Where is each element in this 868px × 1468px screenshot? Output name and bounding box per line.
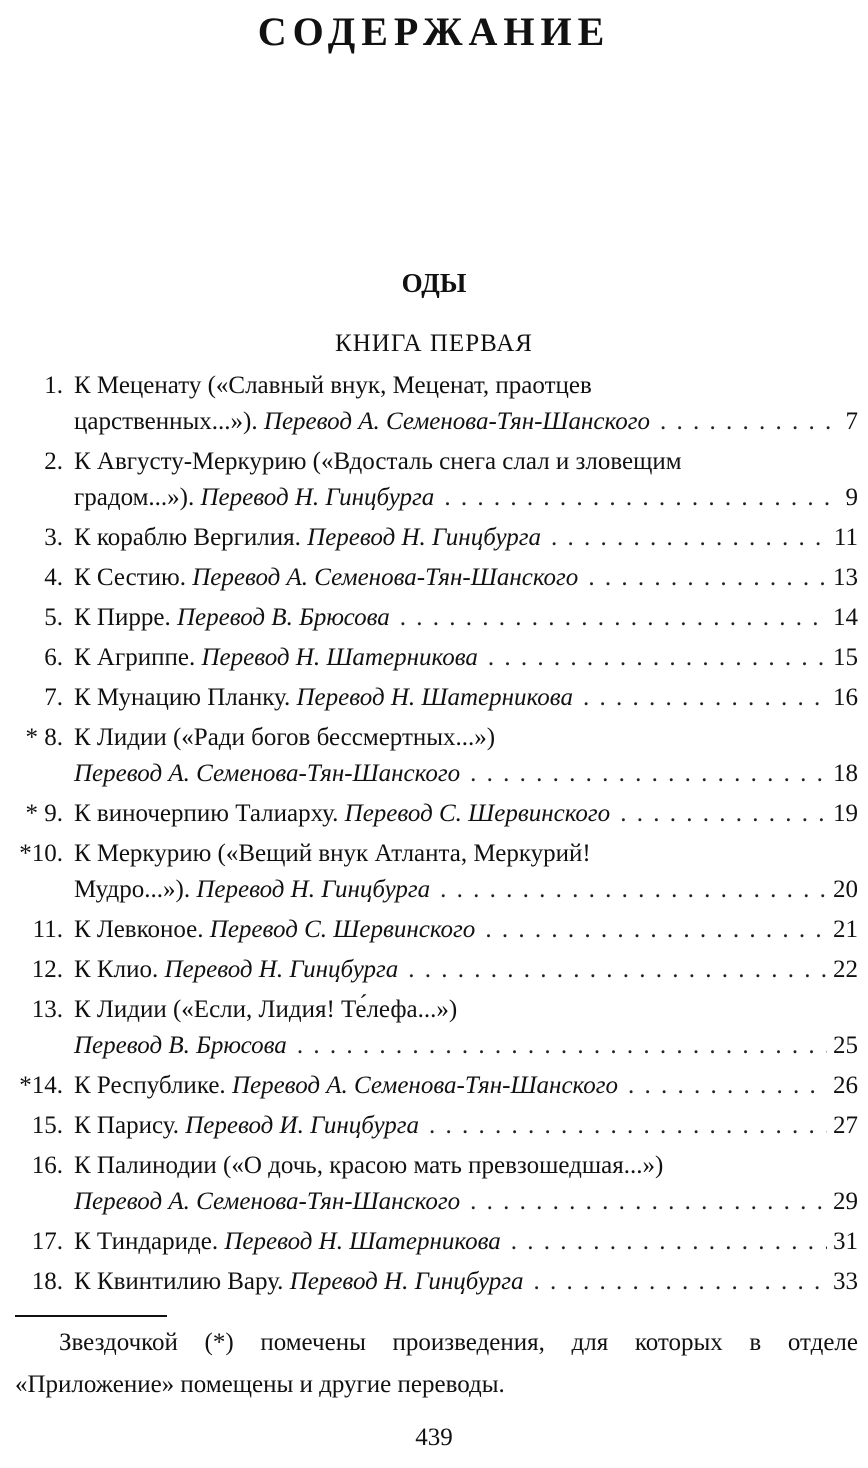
dot-leader	[488, 640, 827, 676]
page-title: СОДЕРЖАНИЕ	[257, 9, 611, 54]
toc-entry	[0, 1108, 868, 1144]
entry-number: *10.	[19, 840, 63, 867]
entry-line	[74, 1108, 419, 1144]
entry-title: К Меценату («Славный внук, Меценат, праотцев	[74, 372, 592, 399]
entry-line	[74, 1224, 501, 1260]
entry-page-number: 14	[833, 604, 858, 631]
entry-title-part: К Квинтилию Вару.	[74, 1268, 290, 1295]
translator-credit: Перевод В. Брюсова	[74, 1032, 287, 1059]
dot-leader	[588, 560, 827, 596]
entry-number: 3.	[44, 524, 63, 551]
entry-title-part: Мудро...»).	[74, 876, 197, 903]
entry-title-part: К Клио.	[74, 956, 165, 983]
toc-entry	[0, 444, 868, 516]
entry-title-part: К Пирре.	[74, 604, 177, 631]
entry-line	[74, 952, 398, 988]
translator-credit: Перевод Н. Шатерникова	[296, 684, 573, 711]
toc-entry	[0, 368, 868, 440]
entry-title: К Меркурию («Вещий внук Атланта, Меркурий!	[74, 840, 591, 867]
entry-line	[74, 600, 390, 636]
entry-page-number: 33	[833, 1268, 858, 1295]
toc-entry	[0, 1148, 868, 1220]
entry-line	[74, 480, 434, 516]
entry-page-number: 13	[833, 564, 858, 591]
section-heading: ОДЫ	[401, 268, 467, 298]
entry-number: 18.	[31, 1268, 63, 1295]
entry-line	[74, 1184, 460, 1220]
entry-title-part: К Парису.	[74, 1112, 186, 1139]
entry-number: 15.	[31, 1112, 63, 1139]
entry-page-number: 19	[833, 800, 858, 827]
entry-title-part: К Сестию.	[74, 564, 193, 591]
toc-entry	[0, 1264, 868, 1300]
entry-title-part: К Агриппе.	[74, 644, 202, 671]
translator-credit: Перевод С. Шервинского	[209, 916, 476, 943]
toc-entry	[0, 952, 868, 988]
entry-page-number: 9	[845, 484, 858, 511]
dot-leader	[297, 1028, 827, 1064]
translator-credit: Перевод А. Семенова-Тян-Шанского	[192, 564, 579, 591]
translator-credit: Перевод Н. Гинцбурга	[289, 1268, 524, 1295]
translator-credit: Перевод Н. Шатерникова	[201, 644, 478, 671]
entry-page-number: 11	[833, 524, 858, 551]
toc-entry	[0, 600, 868, 636]
dot-leader	[583, 680, 827, 716]
entry-line	[74, 560, 578, 596]
translator-credit: Перевод А. Семенова-Тян-Шанского	[263, 408, 650, 435]
dot-leader	[470, 756, 827, 792]
footnote-divider	[15, 1315, 167, 1317]
entry-line	[74, 756, 460, 792]
entry-number: * 9.	[25, 800, 63, 827]
dot-leader	[408, 952, 827, 988]
toc-entry	[0, 1068, 868, 1104]
entry-page-number: 29	[833, 1188, 858, 1215]
toc-entry	[0, 680, 868, 716]
entry-line	[74, 1264, 524, 1300]
toc-entry	[0, 992, 868, 1064]
toc-entry	[0, 836, 868, 908]
dot-leader	[551, 520, 828, 556]
entry-number: 2.	[44, 448, 63, 475]
entry-title-part: К Республике.	[74, 1072, 232, 1099]
toc-entry	[0, 720, 868, 792]
entry-title-part: К Тиндариде.	[74, 1228, 225, 1255]
entry-title-part: К виночерпию Талиарху.	[74, 800, 345, 827]
footnote-text: Звездочкой (*) помечены произведения, для которых в отделе «Приложение» помещены и другие переводы.	[15, 1329, 858, 1398]
entry-page-number: 25	[833, 1032, 858, 1059]
dot-leader	[660, 404, 840, 440]
entry-page-number: 21	[833, 916, 858, 943]
entry-page-number: 15	[833, 644, 858, 671]
entry-page-number: 26	[833, 1072, 858, 1099]
entry-page-number: 27	[833, 1112, 858, 1139]
translator-credit: Перевод Н. Шатерникова	[224, 1228, 501, 1255]
entry-title-part: К Мунацию Планку.	[74, 684, 297, 711]
dot-leader	[485, 912, 827, 948]
entry-line	[74, 1028, 287, 1064]
entry-page-number: 18	[833, 760, 858, 787]
entry-number: 17.	[31, 1228, 63, 1255]
toc-entry	[0, 796, 868, 832]
entry-line	[74, 680, 573, 716]
dot-leader	[628, 1068, 827, 1104]
entry-title: К Палинодии («О дочь, красою мать превзошедшая...»)	[74, 1152, 664, 1179]
entry-page-number: 7	[845, 408, 858, 435]
entry-title-part: градом...»).	[74, 484, 201, 511]
entry-line	[74, 1068, 618, 1104]
dot-leader	[470, 1184, 827, 1220]
entry-line	[74, 912, 475, 948]
entry-number: 6.	[44, 644, 63, 671]
translator-credit: Перевод Н. Гинцбурга	[200, 484, 435, 511]
entry-title-part: царственных...»).	[74, 408, 264, 435]
table-of-contents	[0, 368, 868, 1304]
entry-title: К Лидии («Если, Лидия! Те́лефа...»)	[74, 996, 458, 1023]
toc-entry	[0, 1224, 868, 1260]
entry-number: 13.	[31, 996, 63, 1023]
translator-credit: Перевод А. Семенова-Тян-Шанского	[231, 1072, 619, 1099]
dot-leader	[429, 1108, 827, 1144]
toc-entry	[0, 640, 868, 676]
entry-title: К Августу-Меркурию («Вдосталь снега слал и зловещим	[74, 448, 682, 475]
entry-number: 4.	[44, 564, 63, 591]
entry-line	[74, 640, 478, 676]
entry-number: 16.	[31, 1152, 63, 1179]
entry-page-number: 22	[833, 956, 858, 983]
entry-number: *14.	[19, 1072, 63, 1099]
entry-page-number: 31	[833, 1228, 858, 1255]
page-number: 439	[415, 1424, 453, 1451]
toc-entry	[0, 912, 868, 948]
entry-line	[74, 520, 541, 556]
dot-leader	[400, 600, 827, 636]
entry-title: К Лидии («Ради богов бессмертных...»)	[74, 724, 496, 751]
dot-leader	[444, 480, 839, 516]
dot-leader	[620, 796, 827, 832]
translator-credit: Перевод А. Семенова-Тян-Шанского	[74, 760, 461, 787]
dot-leader	[534, 1264, 828, 1300]
entry-title-part: К Левконое.	[74, 916, 210, 943]
subsection-heading: КНИГА ПЕРВАЯ	[335, 330, 533, 357]
entry-title-part: К кораблю Вергилия.	[74, 524, 308, 551]
entry-number: 1.	[44, 372, 63, 399]
dot-leader	[511, 1224, 827, 1260]
entry-number: * 8.	[25, 724, 63, 751]
entry-line	[74, 796, 610, 832]
entry-line	[74, 872, 430, 908]
translator-credit: Перевод А. Семенова-Тян-Шанского	[74, 1188, 461, 1215]
entry-number: 11.	[32, 916, 63, 943]
translator-credit: Перевод В. Брюсова	[176, 604, 390, 631]
translator-credit: Перевод Н. Гинцбурга	[164, 956, 399, 983]
translator-credit: Перевод Н. Гинцбурга	[196, 876, 431, 903]
translator-credit: Перевод И. Гинцбурга	[185, 1112, 420, 1139]
translator-credit: Перевод Н. Гинцбурга	[307, 524, 541, 551]
entry-number: 5.	[44, 604, 63, 631]
entry-page-number: 16	[833, 684, 858, 711]
entry-line	[74, 404, 650, 440]
entry-number: 7.	[44, 684, 63, 711]
dot-leader	[440, 872, 827, 908]
entry-number: 12.	[31, 956, 63, 983]
toc-entry	[0, 560, 868, 596]
entry-page-number: 20	[833, 876, 858, 903]
translator-credit: Перевод С. Шервинского	[344, 800, 611, 827]
toc-entry	[0, 520, 868, 556]
